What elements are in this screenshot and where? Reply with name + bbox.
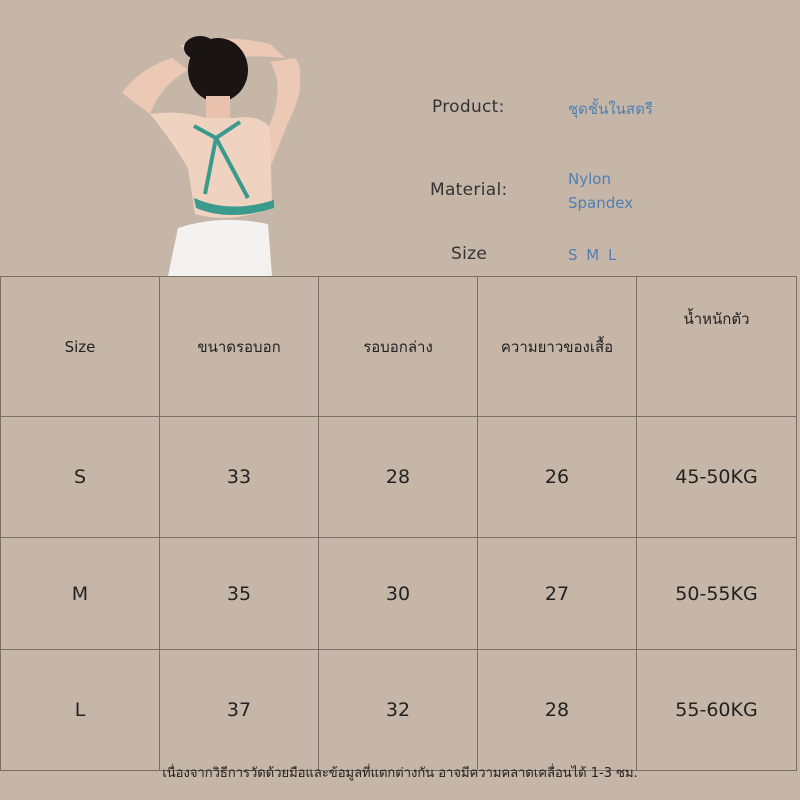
model-back-photo-icon	[110, 18, 300, 276]
table-cell: 55-60KG	[637, 650, 797, 771]
table-cell: 35	[160, 538, 319, 650]
material-label: Material:	[430, 180, 508, 200]
table-cell: M	[1, 538, 160, 650]
table-cell: S	[1, 417, 160, 538]
model-photo	[110, 18, 300, 276]
table-header-row	[1, 277, 797, 417]
header-size: Size	[1, 277, 160, 417]
size-label: Size	[451, 244, 488, 264]
header-bust: ขนาดรอบอก	[160, 277, 319, 417]
table-cell: 28	[478, 650, 637, 771]
product-label: Product:	[432, 97, 505, 117]
table-cell: 33	[160, 417, 319, 538]
size-value: S M L	[568, 246, 617, 264]
table-cell: 27	[478, 538, 637, 650]
product-value: ชุดชั้นในสตรี	[568, 100, 653, 118]
size-chart-table	[0, 276, 797, 771]
header-weight: น้ำหนักตัว	[637, 277, 797, 417]
table-row	[1, 417, 797, 538]
material-value-1: Nylon	[568, 170, 611, 188]
material-value-2: Spandex	[568, 194, 634, 212]
table-cell: 28	[319, 417, 478, 538]
table-cell: 32	[319, 650, 478, 771]
header-length: ความยาวของเสื้อ	[478, 277, 637, 417]
table-cell: 45-50KG	[637, 417, 797, 538]
table-cell: 37	[160, 650, 319, 771]
measurement-disclaimer: เนื่องจากวิธีการวัดด้วยมือและข้อมูลที่แตกต่างกัน อาจมีความคลาดเคลื่อนได้ 1-3 ซม.	[162, 766, 638, 781]
header-underbust: รอบอกล่าง	[319, 277, 478, 417]
table-cell: 30	[319, 538, 478, 650]
table-row	[1, 650, 797, 771]
table-cell: L	[1, 650, 160, 771]
table-row	[1, 538, 797, 650]
table-cell: 50-55KG	[637, 538, 797, 650]
table-cell: 26	[478, 417, 637, 538]
